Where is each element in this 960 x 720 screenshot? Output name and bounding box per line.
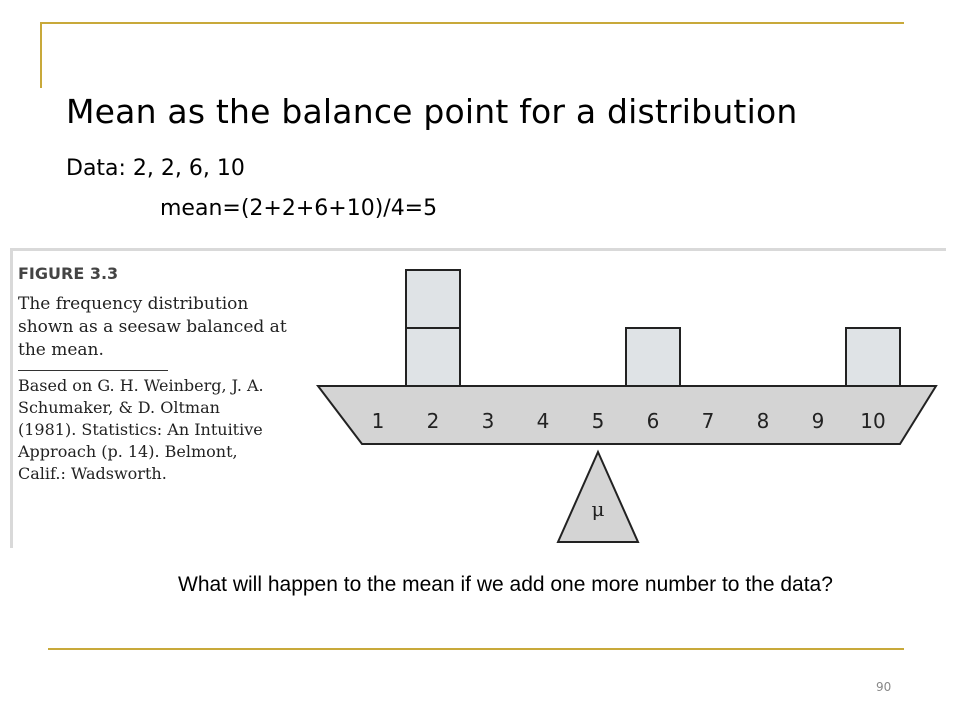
source-line: Based on G. H. Weinberg, J. A. (18, 376, 264, 395)
scale-label: 2 (426, 409, 440, 433)
top-rule (40, 22, 904, 24)
figure-caption (18, 262, 298, 485)
caption-divider (18, 370, 168, 371)
page-number: 90 (876, 680, 892, 694)
figure-label: FIGURE 3.3 (18, 264, 119, 283)
source-line: (1981). Statistics: An Intuitive (18, 420, 263, 439)
source-line: Calif.: Wadsworth. (18, 464, 167, 483)
scale-label: 4 (536, 409, 550, 433)
figure-description: The frequency distribution shown as a seesaw balanced at the mean. (18, 294, 287, 360)
bottom-rule (48, 648, 904, 650)
scale-label: 6 (646, 409, 660, 433)
scale-label: 10 (860, 409, 886, 433)
mean-formula: mean=(2+2+6+10)/4=5 (160, 196, 438, 221)
data-block (626, 328, 680, 386)
slide-title: Mean as the balance point for a distribution (66, 92, 798, 131)
question-text: What will happen to the mean if we add one more number to the data? (178, 573, 833, 596)
left-rule (40, 22, 42, 88)
seesaw-diagram (300, 250, 950, 550)
source-line: Approach (p. 14). Belmont, (18, 442, 238, 461)
scale-label: 9 (811, 409, 825, 433)
data-block (846, 328, 900, 386)
scale-label: 3 (481, 409, 495, 433)
data-block (406, 328, 460, 386)
scale-label: 7 (701, 409, 715, 433)
scale-label: 8 (756, 409, 770, 433)
data-line: Data: 2, 2, 6, 10 (66, 156, 245, 181)
scale-label: 5 (591, 409, 605, 433)
seesaw-beam (318, 386, 936, 444)
scale-label: 1 (371, 409, 385, 433)
figure-source (18, 375, 298, 485)
source-line: Schumaker, & D. Oltman (18, 398, 220, 417)
fulcrum-symbol: μ (591, 497, 605, 521)
data-block (406, 270, 460, 328)
